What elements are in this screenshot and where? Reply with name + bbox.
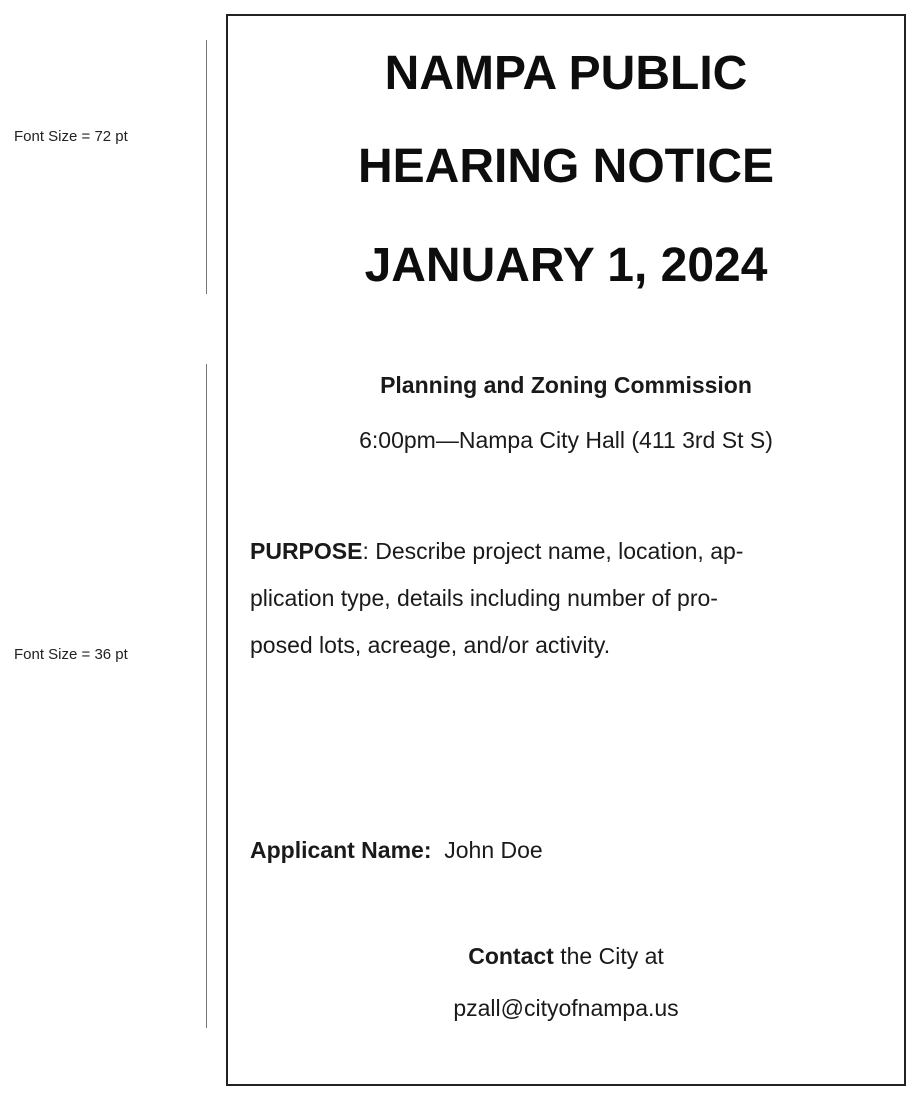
font-size-72-label: Font Size = 72 pt [14, 128, 128, 145]
title-line-1: NAMPA PUBLIC [384, 47, 748, 100]
applicant-name: John Doe [444, 837, 543, 863]
contact-line [228, 941, 904, 971]
purpose-line-1 [250, 528, 886, 575]
purpose-line-3: posed lots, acreage, and/or activity. [250, 632, 611, 658]
purpose-text-1: : Describe project name, location, ap- [362, 538, 744, 564]
applicant-line [250, 835, 886, 865]
font-size-36-label: Font Size = 36 pt [14, 646, 128, 663]
title-line-2: HEARING NOTICE [357, 140, 774, 193]
commission-heading: Planning and Zoning Commission [380, 372, 752, 398]
contact-text: the City at [553, 943, 664, 969]
purpose-label: PURPOSE [250, 538, 363, 564]
font-size-36-bracket-line [206, 364, 207, 1028]
applicant-label: Applicant Name: [250, 837, 432, 863]
time-location: 6:00pm—Nampa City Hall (411 3rd St S) [359, 427, 773, 453]
hearing-notice-sign [226, 14, 906, 1086]
contact-label: Contact [468, 943, 554, 969]
title-line-3: JANUARY 1, 2024 [364, 239, 768, 292]
purpose-line-2: plication type, details including number of pro- [250, 585, 718, 611]
purpose-paragraph [250, 528, 886, 669]
font-size-72-bracket-line [206, 40, 207, 294]
contact-email: pzall@cityofnampa.us [453, 995, 679, 1021]
